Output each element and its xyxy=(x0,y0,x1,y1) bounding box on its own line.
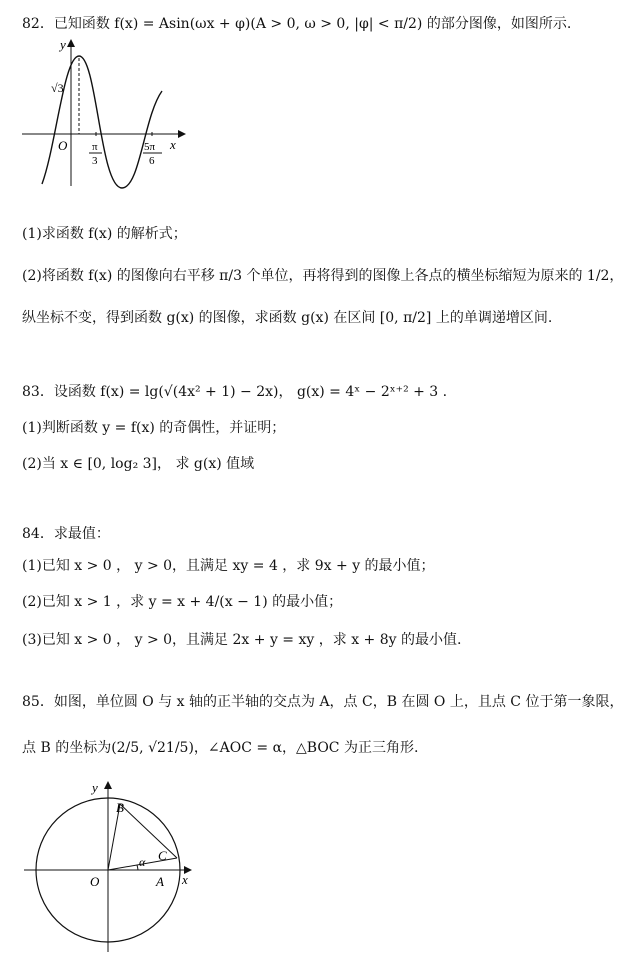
problem-84-part-1: (1)已知 x > 0 ， y > 0，且满足 xy = 4 ，求 9x + y 的最小值； xyxy=(22,558,435,574)
y-axis-label: y xyxy=(60,37,66,52)
problem-84-part-3: (3)已知 x > 0 ， y > 0，且满足 2x + y = xy ，求 x + 8y 的最小值. xyxy=(22,632,462,648)
tick-pi-3-num: π xyxy=(92,141,98,153)
tick-5pi-6-den: 6 xyxy=(149,155,155,167)
problem-84-number: 84． xyxy=(22,526,54,542)
problem-82-stem xyxy=(22,14,571,34)
problem-85-text: 如图，单位圆 O 与 x 轴的正半轴的交点为 A，点 C，B 在圆 O 上，且点 C 位于第一象限， xyxy=(53,694,624,710)
problem-85-unit-circle xyxy=(20,776,200,956)
sine-curve xyxy=(42,56,162,188)
origin-label: O xyxy=(58,138,68,153)
problem-82-part-2: (2)将函数 f(x) 的图像向右平移 π/3 个单位，再将得到的图像上各点的横坐标缩短为原来的 1/2， xyxy=(22,268,624,284)
problem-82-part-2-cont: 纵坐标不变，得到函数 g(x) 的图像，求函数 g(x) 在区间 [0, π/2] 上的单调递增区间. xyxy=(22,310,553,326)
problem-84-part-2: (2)已知 x > 1 ，求 y = x + 4/(x − 1) 的最小值； xyxy=(22,594,343,610)
problem-83-number: 83． xyxy=(22,384,54,400)
origin-label: O xyxy=(90,874,100,889)
problem-82-graph xyxy=(18,36,188,196)
problem-85-stem xyxy=(22,692,623,712)
angle-alpha-arc xyxy=(137,865,138,870)
point-C-label: C xyxy=(158,848,167,863)
problem-82-number: 82． xyxy=(22,16,54,32)
angle-alpha-label: α xyxy=(139,855,146,869)
x-axis-label: x xyxy=(170,137,176,152)
problem-83-part-2: (2)当 x ∈ [0, log₂ 3]， 求 g(x) 值域 xyxy=(22,456,255,472)
y-axis-arrow-icon xyxy=(104,781,112,789)
point-A-label: A xyxy=(156,874,164,889)
point-B-label: B xyxy=(116,800,124,815)
problem-85-part-1: 点 B 的坐标为(2/5, √21/5)，∠AOC = α，△BOC 为正三角形. xyxy=(22,740,419,756)
tick-5pi-6-num: 5π xyxy=(144,141,156,153)
problem-83-text: 设函数 f(x) = lg(√(4x² + 1) − 2x)， g(x) = 4ˣ − 2ˣ⁺² + 3 . xyxy=(53,384,448,400)
x-axis-arrow-icon xyxy=(178,130,186,138)
peak-value-label: √3 xyxy=(51,81,64,95)
problem-82-text: 已知函数 f(x) = Asin(ωx + φ)(A > 0, ω > 0, |φ| < π/2) 的部分图像，如图所示. xyxy=(53,16,572,32)
problem-83-part-1: (1)判断函数 y = f(x) 的奇偶性，并证明； xyxy=(22,420,286,436)
problem-84-stem xyxy=(22,524,110,544)
problem-83-stem xyxy=(22,382,447,402)
tick-pi-3-den: 3 xyxy=(92,155,98,167)
problem-84-text: 求最值： xyxy=(53,526,110,542)
y-axis-arrow-icon xyxy=(67,39,75,47)
problem-82-part-1: (1)求函数 f(x) 的解析式； xyxy=(22,226,187,242)
problem-85-number: 85． xyxy=(22,694,54,710)
x-axis-label: x xyxy=(182,872,188,887)
y-axis-label: y xyxy=(92,780,98,795)
